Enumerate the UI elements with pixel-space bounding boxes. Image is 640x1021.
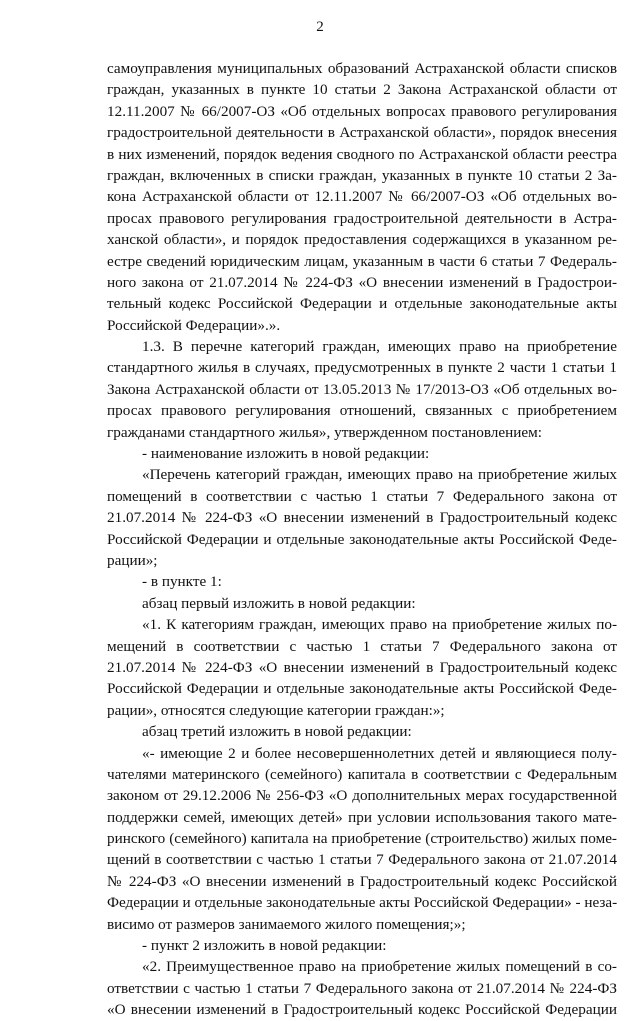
page-number: 2 bbox=[316, 19, 324, 35]
text-line: - наименование изложить в новой редакции: bbox=[142, 445, 430, 463]
text-line: ного закона от 21.07.2014 № 224-ФЗ «О внесении изменений в Градострои- bbox=[107, 273, 617, 291]
text-line: естре сведений юридическим лицам, указанным в части 6 статьи 7 Федераль- bbox=[107, 252, 617, 270]
text-line: Закона Астраханской области от 13.05.2013 № 17/2013-ОЗ «Об отдельных во- bbox=[107, 380, 617, 398]
text-line: самоуправления муниципальных образований Астраханской области списков bbox=[107, 60, 617, 77]
text-line: абзац третий изложить в новой редакции: bbox=[142, 723, 412, 741]
text-line: мещений в соответствии с частью 1 статьи 7 Федерального закона от bbox=[107, 637, 617, 655]
text-line: Российской Федерации и отдельные законодательные акты Российской Феде- bbox=[107, 680, 617, 698]
text-line: чателями материнского (семейного) капитала в соответствии с Федеральным bbox=[107, 765, 617, 783]
text-line: рации»; bbox=[107, 551, 158, 569]
text-line: «О внесении изменений в Градостроительный кодекс Российской Федерации bbox=[107, 1001, 617, 1019]
text-line: рации», относятся следующие категории граждан:»; bbox=[107, 701, 445, 719]
text-line: - в пункте 1: bbox=[142, 573, 222, 591]
text-line: «2. Преимущественное право на приобретение жилых помещений в со- bbox=[142, 958, 617, 976]
text-line: № 224-ФЗ «О внесении изменений в Градостроительный кодекс Российской bbox=[107, 872, 617, 890]
text-line: 1.3. В перечне категорий граждан, имеющих право на приобретение bbox=[142, 338, 617, 356]
text-line: градостроительной деятельности в Астраханской области», порядок внесения bbox=[107, 124, 617, 142]
text-line: гражданами стандартного жилья», утвержденном постановлением: bbox=[107, 423, 542, 441]
text-line: просах правового регулирования градостроительной деятельности в Астра- bbox=[107, 209, 617, 227]
text-line: ринского (семейного) капитала на приобретение (строительство) жилых поме- bbox=[107, 830, 617, 848]
text-line: «Перечень категорий граждан, имеющих право на приобретение жилых bbox=[142, 466, 617, 484]
text-line: ханской области», и порядок предоставления содержащихся в указанном ре- bbox=[107, 231, 617, 249]
text-line: Федерации и отдельные законодательные акты Российской Федерации» - неза- bbox=[107, 894, 617, 912]
text-line: «- имеющие 2 и более несовершеннолетних детей и являющиеся полу- bbox=[142, 744, 617, 762]
text-line: 21.07.2014 № 224-ФЗ «О внесении изменений в Градостроительный кодекс bbox=[107, 509, 617, 527]
text-line: тельный кодекс Российской Федерации и отдельные законодательные акты bbox=[107, 295, 617, 313]
text-line: стандартного жилья в случаях, предусмотренных в пункте 2 части 1 статьи 1 bbox=[107, 359, 617, 377]
text-line: щений в соответствии с частью 1 статьи 7 Федерального закона от 21.07.2014 bbox=[107, 851, 617, 869]
document-body bbox=[107, 58, 617, 1021]
text-line: «1. К категориям граждан, имеющих право на приобретение жилых по- bbox=[142, 616, 617, 634]
text-line: абзац первый изложить в новой редакции: bbox=[142, 594, 416, 612]
text-line: Российской Федерации».». bbox=[107, 316, 281, 334]
text-line: 21.07.2014 № 224-ФЗ «О внесении изменений в Градостроительный кодекс bbox=[107, 658, 617, 676]
text-line: законом от 29.12.2006 № 256-ФЗ «О дополнительных мерах государственной bbox=[107, 787, 617, 805]
text-line: Российской Федерации и отдельные законодательные акты Российской Феде- bbox=[107, 530, 617, 548]
text-line: ответствии с частью 1 статьи 7 Федерального закона от 21.07.2014 № 224-ФЗ bbox=[107, 979, 617, 997]
text-line: граждан, указанных в пункте 10 статьи 2 Закона Астраханской области от bbox=[107, 81, 617, 99]
text-line: кона Астраханской области от 12.11.2007 № 66/2007-ОЗ «Об отдельных во- bbox=[107, 188, 617, 206]
text-line: просах правового регулирования отношений, связанных с приобретением bbox=[107, 402, 617, 420]
text-line: помещений в соответствии с частью 1 статьи 7 Федерального закона от bbox=[107, 487, 617, 505]
text-line: поддержки семей, имеющих детей» при условии использования такого мате- bbox=[107, 808, 617, 826]
text-line: висимо от размеров занимаемого жилого помещения;»; bbox=[107, 915, 466, 933]
text-line: в них изменений, порядок ведения сводного по Астраханской области реестра bbox=[107, 145, 617, 163]
text-line: - пункт 2 изложить в новой редакции: bbox=[142, 937, 387, 955]
text-line: граждан, включенных в списки граждан, указанных в пункте 10 статьи 2 За- bbox=[107, 166, 617, 184]
text-line: 12.11.2007 № 66/2007-ОЗ «Об отдельных вопросах правового регулирования bbox=[107, 102, 617, 120]
